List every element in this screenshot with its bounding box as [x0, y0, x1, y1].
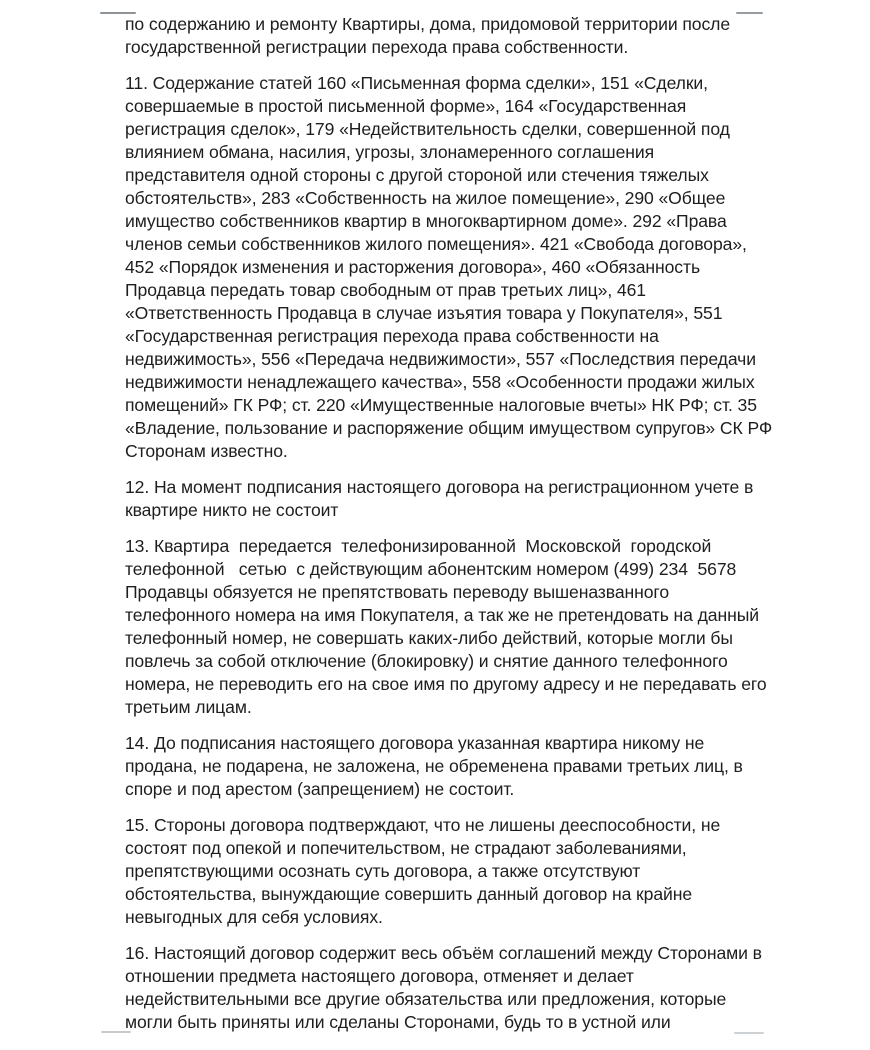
text-line: третьим лицам.: [125, 697, 252, 717]
paragraph-clause-13: [125, 535, 765, 719]
text-line: помещений» ГК РФ; ст. 220 «Имущественные налоговые вчеты» НК РФ; ст. 35: [125, 395, 757, 415]
paragraph-clause-12: [125, 476, 765, 522]
text-line: 13. Квартира передается телефонизированной Московской городской: [125, 536, 712, 556]
text-line: квартире никто не состоит: [125, 500, 339, 520]
text-line: повлечь за собой отключение (блокировку) и снятие данного телефонного: [125, 651, 728, 671]
text-line: продана, не подарена, не заложена, не обременена правами третьих лиц, в: [125, 756, 743, 776]
text-line: «Владение, пользование и распоряжение общим имуществом супругов» СК РФ: [125, 418, 773, 438]
text-line: невыгодных для себя условиях.: [125, 907, 383, 927]
text-line: недействительными все другие обязательства или предложения, которые: [125, 989, 727, 1009]
text-line: телефонного номера на имя Покупателя, а так же не претендовать на данный: [125, 605, 760, 625]
text-line: «Государственная регистрация перехода права собственности на: [125, 326, 659, 346]
text-line: состоят под опекой и попечительством, не страдают заболеваниями,: [125, 838, 687, 858]
text-line: совершаемые в простой письменной форме», 164 «Государственная: [125, 96, 687, 116]
text-line: 15. Стороны договора подтверждают, что не лишены дееспособности, не: [125, 815, 721, 835]
text-line: 11. Содержание статей 160 «Письменная форма сделки», 151 «Сделки,: [125, 73, 708, 93]
text-line: по содержанию и ремонту Квартиры, дома, придомовой территории после: [125, 14, 731, 34]
text-line: государственной регистрации перехода права собственности.: [125, 37, 629, 57]
text-line: 14. До подписания настоящего договора указанная квартира никому не: [125, 733, 705, 753]
text-line: отношении предмета настоящего договора, отменяет и делает: [125, 966, 634, 986]
text-line: недвижимость», 556 «Передача недвижимости», 557 «Последствия передачи: [125, 349, 756, 369]
paragraph-clause-11: [125, 72, 773, 463]
text-line: телефонный номер, не совершать каких-либо действий, которые могли бы: [125, 628, 733, 648]
text-line: могли быть приняты или сделаны Сторонами, будь то в устной или: [125, 1012, 671, 1032]
text-line: членов семьи собственников жилого помещения». 421 «Свобода договора»,: [125, 234, 747, 254]
text-line: 452 «Порядок изменения и расторжения договора», 460 «Обязанность: [125, 257, 701, 277]
text-line: препятствующими осознать суть договора, а также отсутствуют: [125, 861, 641, 881]
paragraph-clause-14: [125, 732, 765, 801]
paragraph-clause-10-continuation: [125, 13, 765, 59]
text-line: споре и под арестом (запрещением) не состоит.: [125, 779, 515, 799]
text-line: влиянием обмана, насилия, угрозы, злонамеренного соглашения: [125, 142, 655, 162]
text-line: Сторонам известно.: [125, 441, 288, 461]
text-line: 16. Настоящий договор содержит весь объём соглашений между Сторонами в: [125, 943, 762, 963]
text-line: Продавца передать товар свободным от прав третьих лиц», 461: [125, 280, 646, 300]
text-line: Продавцы обязуется не препятствовать переводу вышеназванного: [125, 582, 670, 602]
text-line: обстоятельств», 283 «Собственность на жилое помещение», 290 «Общее: [125, 188, 726, 208]
text-line: 12. На момент подписания настоящего договора на регистрационном учете в: [125, 477, 754, 497]
text-line: недвижимости ненадлежащего качества», 558 «Особенности продажи жилых: [125, 372, 755, 392]
paragraph-clause-15: [125, 814, 765, 929]
text-line: обстоятельства, вынуждающие совершить данный договор на крайне: [125, 884, 693, 904]
text-line: регистрация сделок», 179 «Недействительность сделки, совершенной под: [125, 119, 730, 139]
text-line: имущество собственников квартир в многоквартирном доме». 292 «Права: [125, 211, 727, 231]
text-line: номера, не переводить его на свое имя по другому адресу и не передавать его: [125, 674, 767, 694]
text-line: «Ответственность Продавца в случае изъятия товара у Покупателя», 551: [125, 303, 723, 323]
text-line: представителя одной стороны с другой стороной или стечения тяжелых: [125, 165, 709, 185]
text-line: телефонной сетью с действующим абонентским номером (499) 234 5678: [125, 559, 737, 579]
document-body: [125, 13, 773, 1047]
paragraph-clause-16: [125, 942, 765, 1034]
